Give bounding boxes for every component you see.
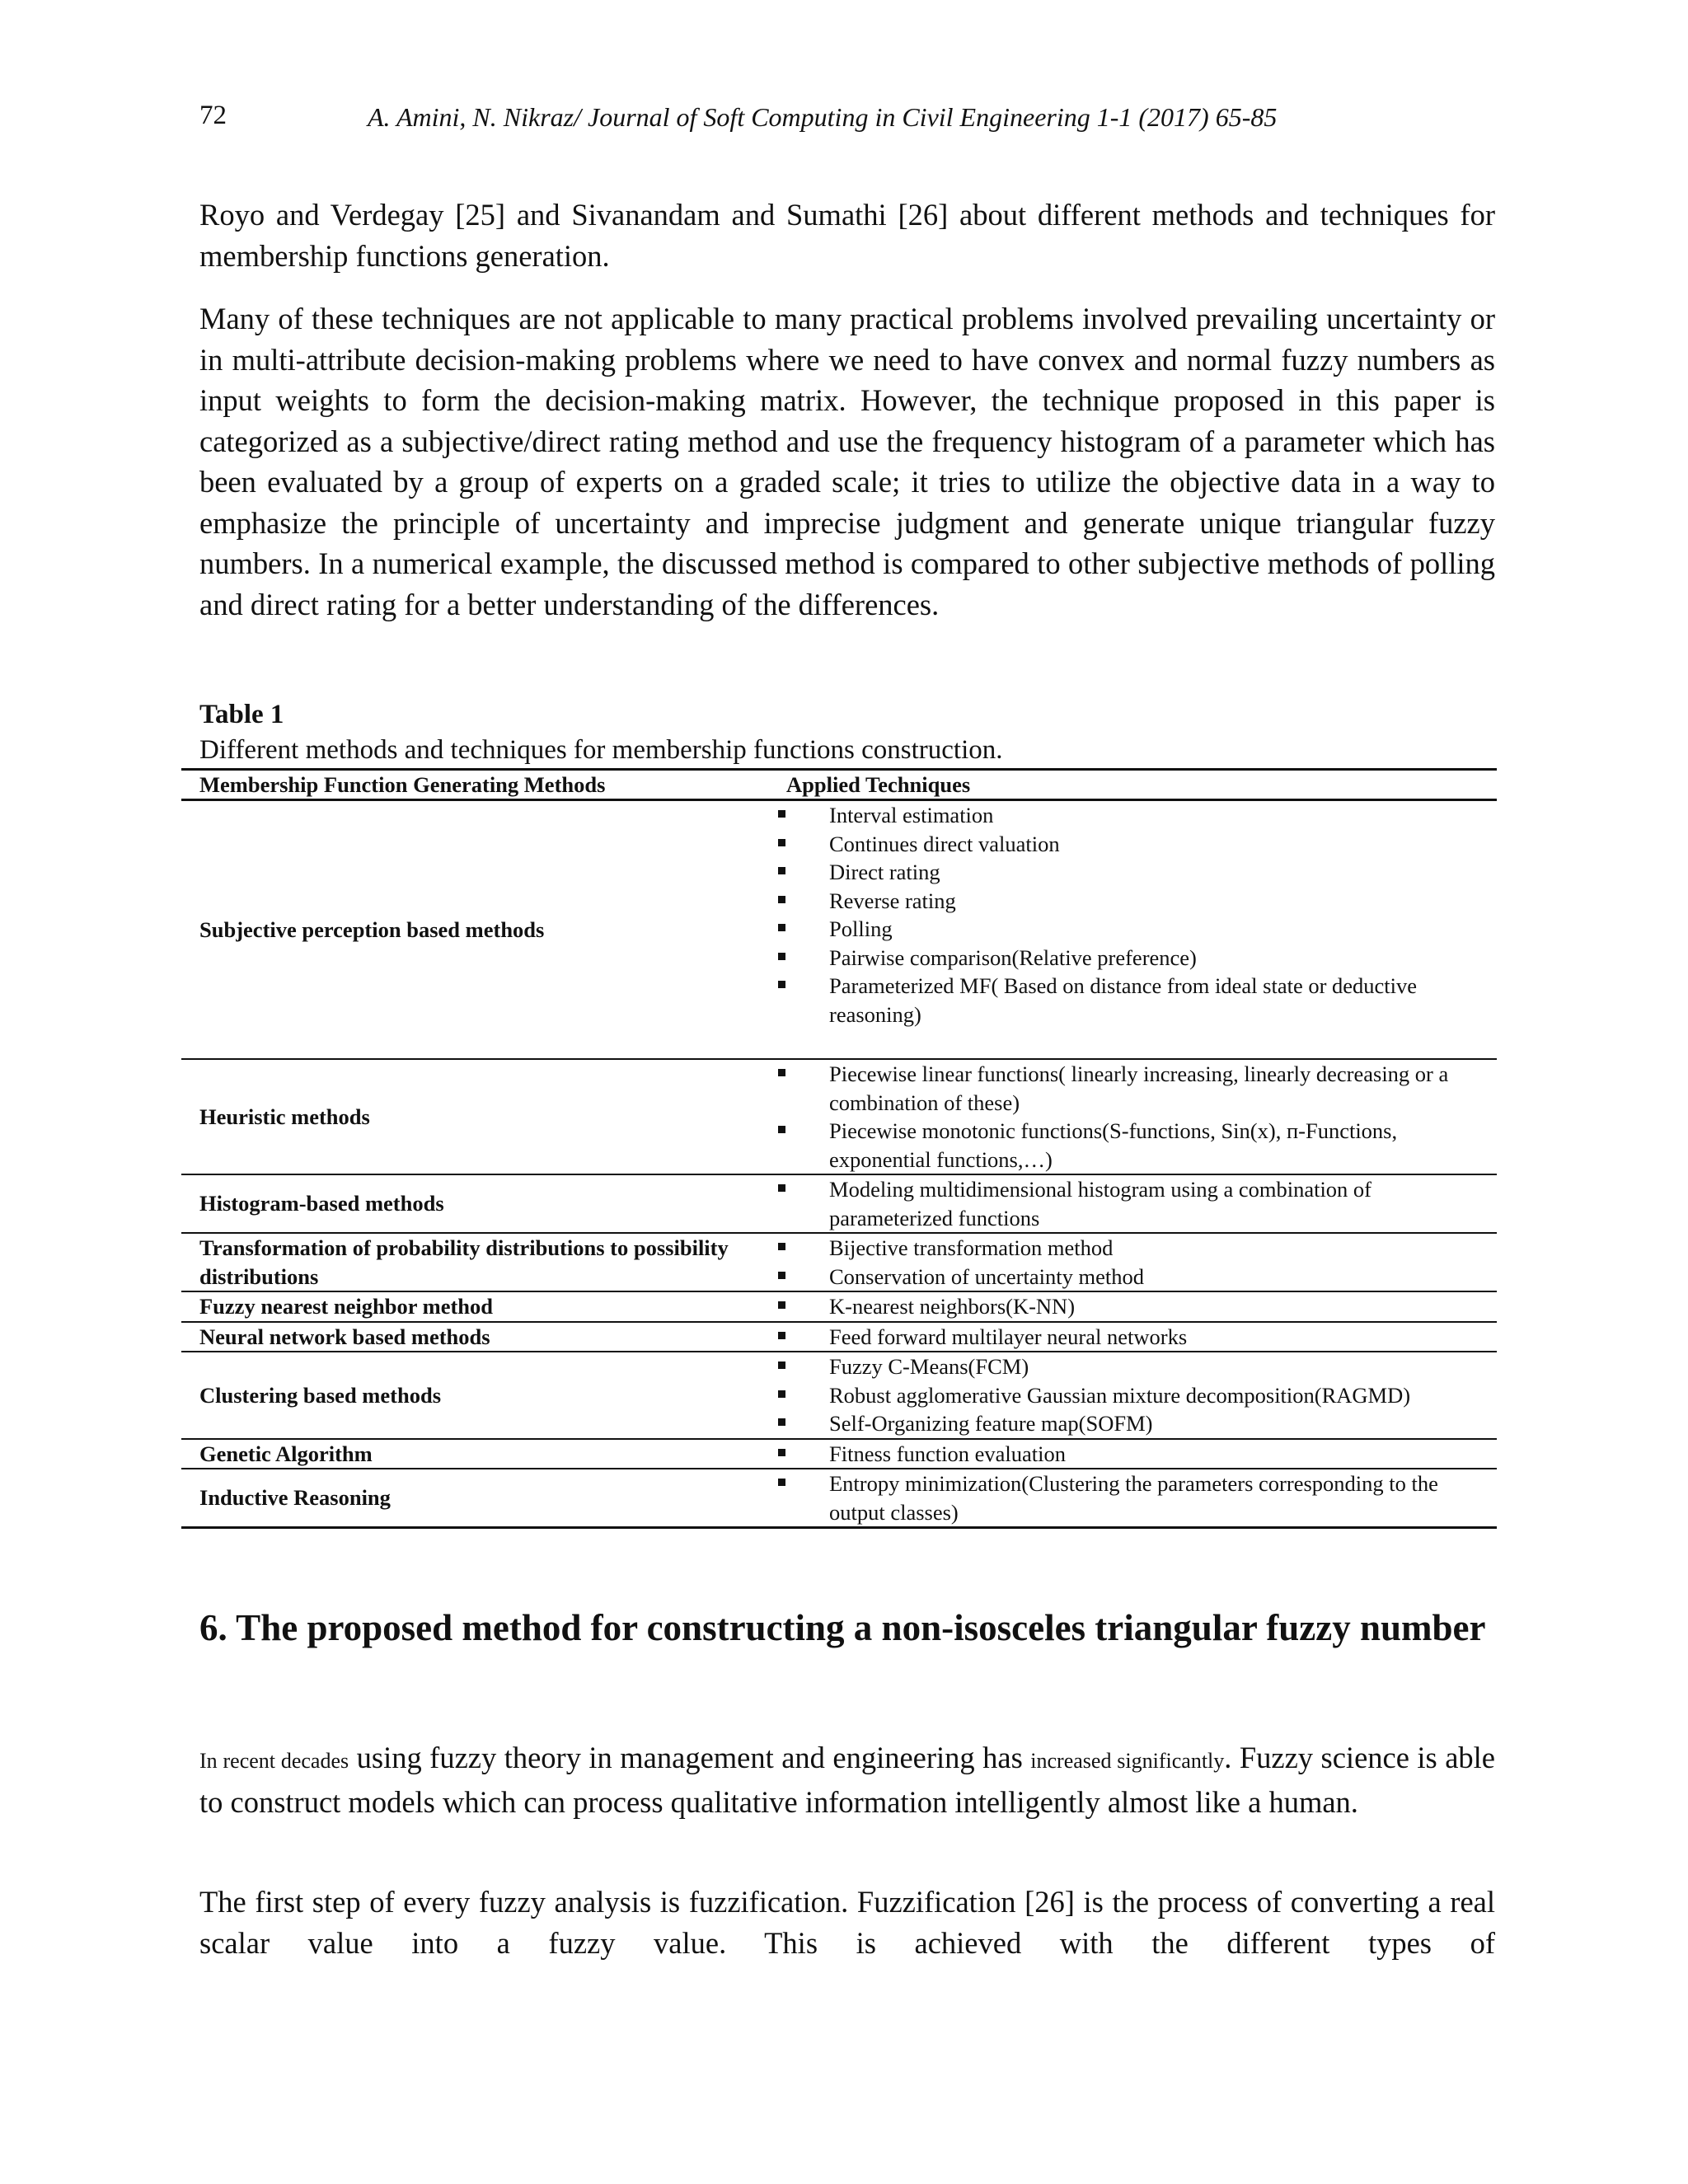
table-row [181,1469,1497,1528]
table-label: Table 1 [199,700,284,729]
table-row [181,1059,1497,1174]
technique-item: Entropy minimization(Clustering the parameters corresponding to the output classes) [768,1469,1497,1526]
techniques-list [768,1440,1497,1469]
techniques-list [768,1323,1497,1352]
techniques-cell [768,1174,1497,1233]
technique-item: Feed forward multilayer neural networks [768,1323,1497,1352]
method-cell: Clustering based methods [181,1352,768,1439]
technique-item: Interval estimation [768,801,1497,830]
techniques-list [768,1292,1497,1321]
techniques-cell [768,1322,1497,1352]
header-methods: Membership Function Generating Methods [181,770,768,800]
technique-item: Piecewise monotonic functions(S-functions, Sin(x), п-Functions, exponential functions,…) [768,1117,1497,1174]
techniques-cell [768,1469,1497,1528]
method-cell: Genetic Algorithm [181,1439,768,1469]
paragraph-1: Royo and Verdegay [25] and Sivanandam and Sumathi [26] about different methods and techniques for membership functions generation. [199,198,1495,273]
techniques-cell [768,1059,1497,1174]
techniques-list [768,1234,1497,1291]
header-techniques: Applied Techniques [768,770,1497,800]
paragraph-3 [199,1737,1495,1822]
paragraph-2: Many of these techniques are not applicable to many practical problems involved prevailing uncertainty or in multi-attribute decision-making problems where we need to have convex and normal fuzzy numbers as input weights to form the decision-making matrix. However, the technique proposed in this paper is categorized as a subjective/direct rating method and use the frequency histogram of a parameter which has been evaluated by a group of experts on a graded scale; it tries to utilize the objective data in a way to emphasize the principle of uncertainty and imprecise judgment and generate unique triangular fuzzy numbers. In a numerical example, the discussed method is compared to other subjective methods of polling and direct rating for a better understanding of the differences. [199,302,1495,621]
table-header-row [181,770,1497,800]
table-row [181,1291,1497,1322]
technique-item: Direct rating [768,858,1497,887]
technique-item: Polling [768,915,1497,944]
techniques-cell [768,1439,1497,1469]
techniques-list [768,1060,1497,1174]
techniques-list [768,801,1497,1029]
method-cell: Histogram-based methods [181,1174,768,1233]
technique-item: K-nearest neighbors(K-NN) [768,1292,1497,1321]
techniques-list [768,1352,1497,1438]
membership-methods-table [181,768,1497,1529]
paragraph-3-small-b: increased significantly [1030,1749,1225,1773]
method-cell: Transformation of probability distributions to possibility distributions [181,1233,768,1291]
table-row [181,1322,1497,1352]
techniques-list [768,1175,1497,1232]
technique-item: Continues direct valuation [768,830,1497,859]
technique-item: Piecewise linear functions( linearly increasing, linearly decreasing or a combination of these) [768,1060,1497,1117]
method-cell: Fuzzy nearest neighbor method [181,1291,768,1322]
paragraph-3-end: . Fuzzy science is able to construct models which can process qualitative information intelligently almost like a human. [199,1741,1496,1819]
techniques-cell [768,1352,1497,1439]
method-cell: Inductive Reasoning [199,1485,391,1511]
technique-item: Pairwise comparison(Relative preference) [768,944,1497,972]
table-row [181,800,1497,1060]
table-caption [199,697,1002,768]
technique-item: Reverse rating [768,887,1497,916]
table-row [181,1439,1497,1469]
technique-item: Modeling multidimensional histogram using a combination of parameterized functions [768,1175,1497,1232]
techniques-list [768,1469,1497,1526]
technique-item: Robust agglomerative Gaussian mixture decomposition(RAGMD) [768,1381,1497,1410]
method-cell: Neural network based methods [181,1322,768,1352]
paragraph-3-mid: using fuzzy theory in management and engineering has [349,1741,1031,1774]
technique-item: Fitness function evaluation [768,1440,1497,1469]
table-row [181,1352,1497,1439]
table-row [181,1174,1497,1233]
techniques-cell [768,1291,1497,1322]
technique-item: Fuzzy C-Means(FCM) [768,1352,1497,1381]
method-cell: Heuristic methods [181,1059,768,1174]
technique-item: Self-Organizing feature map(SOFM) [768,1409,1497,1438]
techniques-cell [768,1233,1497,1291]
technique-item: Conservation of uncertainty method [768,1263,1497,1291]
method-cell: Subjective perception based methods [181,800,768,1060]
technique-item: Bijective transformation method [768,1234,1497,1263]
section-heading: 6. The proposed method for constructing a non-isosceles triangular fuzzy number [199,1607,1486,1648]
technique-item: Parameterized MF( Based on distance from ideal state or deductive reasoning) [768,972,1497,1029]
running-head: A. Amini, N. Nikraz/ Journal of Soft Computing in Civil Engineering 1-1 (2017) 65-85 [368,102,1278,132]
paragraph-3-small-a: In recent decades [199,1749,349,1773]
table-caption-text: Different methods and techniques for membership functions construction. [199,735,1003,765]
page-number: 72 [199,101,227,130]
paragraph-4: The first step of every fuzzy analysis is fuzzification. Fuzzification [26] is the process of converting a real scalar value into a fuzzy value. This is achieved with the different types of [199,1885,1495,1960]
table-row [181,1233,1497,1291]
techniques-cell [768,800,1497,1060]
